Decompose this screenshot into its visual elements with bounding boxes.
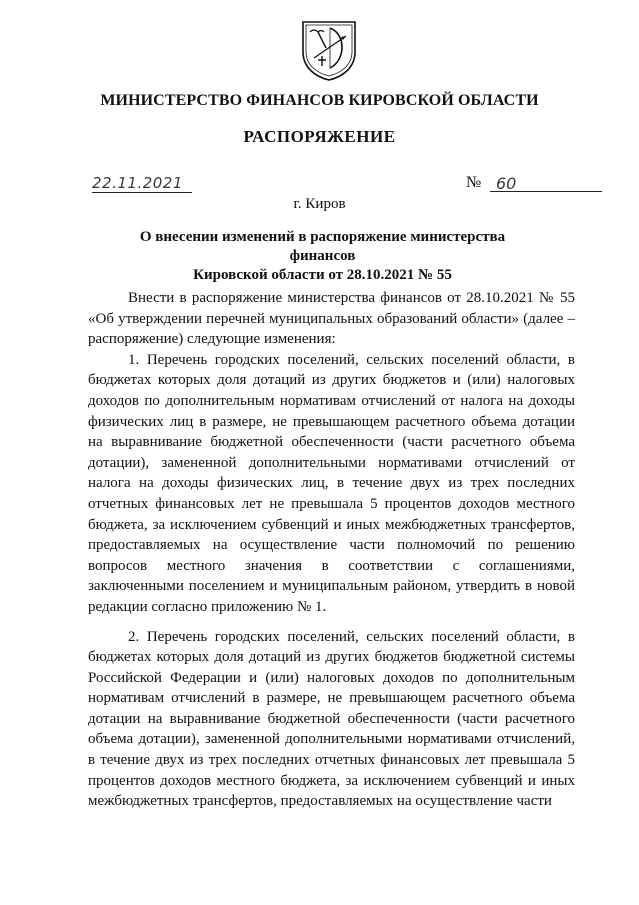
document-type: РАСПОРЯЖЕНИЕ: [243, 127, 396, 146]
intro-paragraph: Внести в распоряжение министерства финансов от 28.10.2021 № 55 «Об утверждении перечней муниципальных образований области» (далее – распоряжение) следующие изменения:: [88, 290, 575, 348]
document-body: [88, 288, 575, 812]
document-subject: [110, 228, 535, 285]
subject-line-2: Кировской области от 28.10.2021 № 55: [193, 267, 452, 283]
document-date: 22.11.2021: [92, 174, 192, 193]
item-1-paragraph: 1. Перечень городских поселений, сельских поселений области, в бюджетах которых доля дотаций из других бюджетов и (или) налоговых доходов по дополнительным нормативам отчислений от налога на доходы физических лиц в размере, не превышающем расчетного объема дотации на выравнивание бюджетной обеспеченности (части расчетного объема дотации), замененной дополнительными нормативами отчислений от налога на доходы физических лиц, в течение двух из трех последних отчетных финансовых лет не превышала 5 процентов доходов местного бюджета, за исключением субвенций и иных межбюджетных трансфертов, предоставляемых на осуществление части полномочий по решению вопросов местного значения в соответствии с соглашениями, заключенными поселением и муниципальным районом, утвердить в новой редакции согласно приложению № 1.: [88, 351, 575, 615]
document-number-field: [466, 174, 606, 194]
number-label: №: [466, 174, 482, 191]
item-2-paragraph: 2. Перечень городских поселений, сельских поселений области, в бюджетах которых доля дотаций из других бюджетов бюджетной системы Российской Федерации и (или) налоговых доходов по дополнительным нормативам отчислений в размере, не превышающем расчетного объема дотации на выравнивание бюджетной обеспеченности (части расчетного объема дотации), замененной дополнительными нормативами отчислений, в течение двух из трех последних отчетных финансовых лет превышала 5 процентов доходов местного бюджета, за исключением субвенций и иных межбюджетных трансфертов, предоставляемых на осуществление части: [88, 628, 575, 810]
subject-line-1: О внесении изменений в распоряжение министерства финансов: [139, 229, 506, 264]
ministry-name: МИНИСТЕРСТВО ФИНАНСОВ КИРОВСКОЙ ОБЛАСТИ: [100, 92, 539, 109]
document-number: 60: [490, 174, 602, 192]
city: г. Киров: [293, 196, 346, 212]
coat-of-arms-icon: [300, 18, 358, 82]
